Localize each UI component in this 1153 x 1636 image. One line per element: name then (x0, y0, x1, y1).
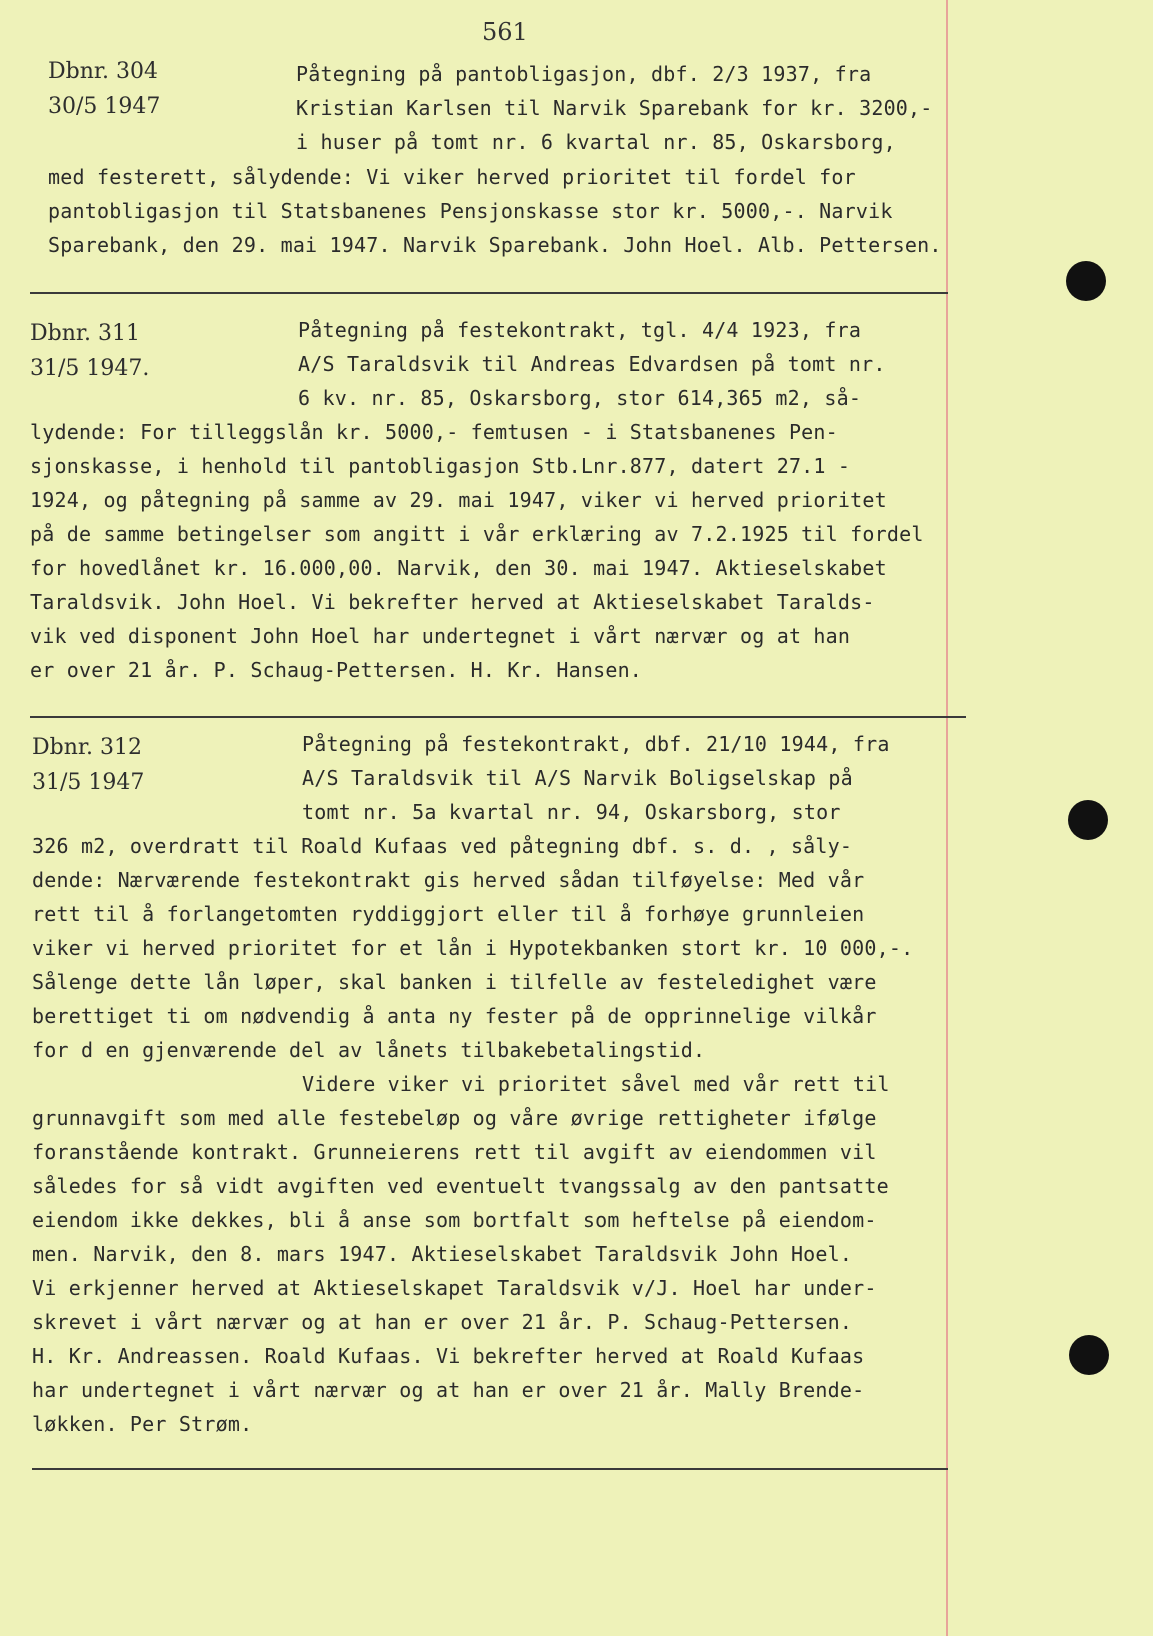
text-line: 6 kv. nr. 85, Oskarsborg, stor 614,365 m2, så- (298, 386, 862, 410)
text-line: løkken. Per Strøm. (32, 1412, 253, 1436)
text-line: tomt nr. 5a kvartal nr. 94, Oskarsborg, stor (302, 800, 841, 824)
punch-hole (1066, 261, 1106, 301)
entry-divider (30, 716, 966, 718)
entry-reference (48, 54, 160, 124)
text-line: eiendom ikke dekkes, bli å anse som bortfalt som heftelse på eiendom- (32, 1208, 877, 1232)
text-line: Videre viker vi prioritet såvel med vår rett til (302, 1072, 890, 1096)
text-line: lydende: For tilleggslån kr. 5000,- femtusen - i Statsbanenes Pen- (30, 420, 838, 444)
text-line: for hovedlånet kr. 16.000,00. Narvik, den 30. mai 1947. Aktieselskabet (30, 556, 887, 580)
text-line: Taraldsvik. John Hoel. Vi bekrefter herved at Aktieselskabet Taralds- (30, 590, 875, 614)
text-line: H. Kr. Andreassen. Roald Kufaas. Vi bekrefter herved at Roald Kufaas (32, 1344, 865, 1368)
margin-line (946, 0, 948, 1636)
text-line: Påtegning på pantobligasjon, dbf. 2/3 1937, fra (296, 62, 872, 86)
text-line: men. Narvik, den 8. mars 1947. Aktieselskabet Taraldsvik John Hoel. (32, 1242, 853, 1266)
entry-divider (32, 1468, 948, 1470)
text-line: Sålenge dette lån løper, skal banken i tilfelle av festeledighet være (32, 970, 877, 994)
text-line: Vi erkjenner herved at Aktieselskapet Taraldsvik v/J. Hoel har under- (32, 1276, 877, 1300)
entry-number: Dbnr. 304 (48, 59, 158, 84)
text-line: for d en gjenværende del av lånets tilbakebetalingstid. (32, 1038, 706, 1062)
entry-divider (30, 292, 948, 294)
entry-date: 31/5 1947. (30, 356, 150, 381)
text-line: A/S Taraldsvik til A/S Narvik Boligselskap på (302, 766, 853, 790)
entry-date: 31/5 1947 (32, 770, 145, 795)
punch-hole (1069, 1335, 1109, 1375)
text-line: er over 21 år. P. Schaug-Pettersen. H. Kr. Hansen. (30, 658, 643, 682)
text-line: Påtegning på festekontrakt, dbf. 21/10 1944, fra (302, 732, 890, 756)
entry-date: 30/5 1947 (48, 94, 161, 119)
entry-reference (32, 730, 144, 800)
entry-number: Dbnr. 312 (32, 735, 142, 760)
text-line: i huser på tomt nr. 6 kvartal nr. 85, Oskarsborg, (296, 130, 896, 154)
text-line: på de samme betingelser som angitt i vår erklæring av 7.2.1925 til fordel (30, 522, 924, 546)
text-line: Kristian Karlsen til Narvik Sparebank for kr. 3200,- (296, 96, 933, 120)
text-line: således for så vidt avgiften ved eventuelt tvangssalg av den pantsatte (32, 1174, 889, 1198)
text-line: pantobligasjon til Statsbanenes Pensjonskasse stor kr. 5000,-. Narvik (48, 199, 893, 223)
text-line: vik ved disponent John Hoel har undertegnet i vårt nærvær og at han (30, 624, 851, 648)
text-line: A/S Taraldsvik til Andreas Edvardsen på tomt nr. (298, 352, 886, 376)
text-line: rett til å forlangetomten ryddiggjort eller til å forhøye grunnleien (32, 902, 865, 926)
punch-hole (1068, 800, 1108, 840)
text-line: 1924, og påtegning på samme av 29. mai 1947, viker vi herved prioritet (30, 488, 887, 512)
text-line: har undertegnet i vårt nærvær og at han er over 21 år. Mally Brende- (32, 1378, 865, 1402)
text-line: foranstående kontrakt. Grunneierens rett til avgift av eiendommen vil (32, 1140, 877, 1164)
entry-reference (30, 316, 149, 386)
entry-number: Dbnr. 311 (30, 321, 140, 346)
text-line: Sparebank, den 29. mai 1947. Narvik Sparebank. John Hoel. Alb. Pettersen. (48, 233, 942, 257)
text-line: dende: Nærværende festekontrakt gis herved sådan tilføyelse: Med vår (32, 868, 865, 892)
text-line: med festerett, sålydende: Vi viker herved prioritet til fordel for (48, 165, 856, 189)
text-line: berettiget ti om nødvendig å anta ny fester på de opprinnelige vilkår (32, 1004, 877, 1028)
text-line: Påtegning på festekontrakt, tgl. 4/4 1923, fra (298, 318, 862, 342)
text-line: grunnavgift som med alle festebeløp og våre øvrige rettigheter ifølge (32, 1106, 877, 1130)
text-line: skrevet i vårt nærvær og at han er over 21 år. P. Schaug-Pettersen. (32, 1310, 853, 1334)
text-line: viker vi herved prioritet for et lån i Hypotekbanken stort kr. 10 000,-. (32, 936, 914, 960)
page-number: 561 (482, 18, 528, 46)
text-line: 326 m2, overdratt til Roald Kufaas ved påtegning dbf. s. d. , såly- (32, 834, 853, 858)
text-line: sjonskasse, i henhold til pantobligasjon Stb.Lnr.877, datert 27.1 - (30, 454, 851, 478)
